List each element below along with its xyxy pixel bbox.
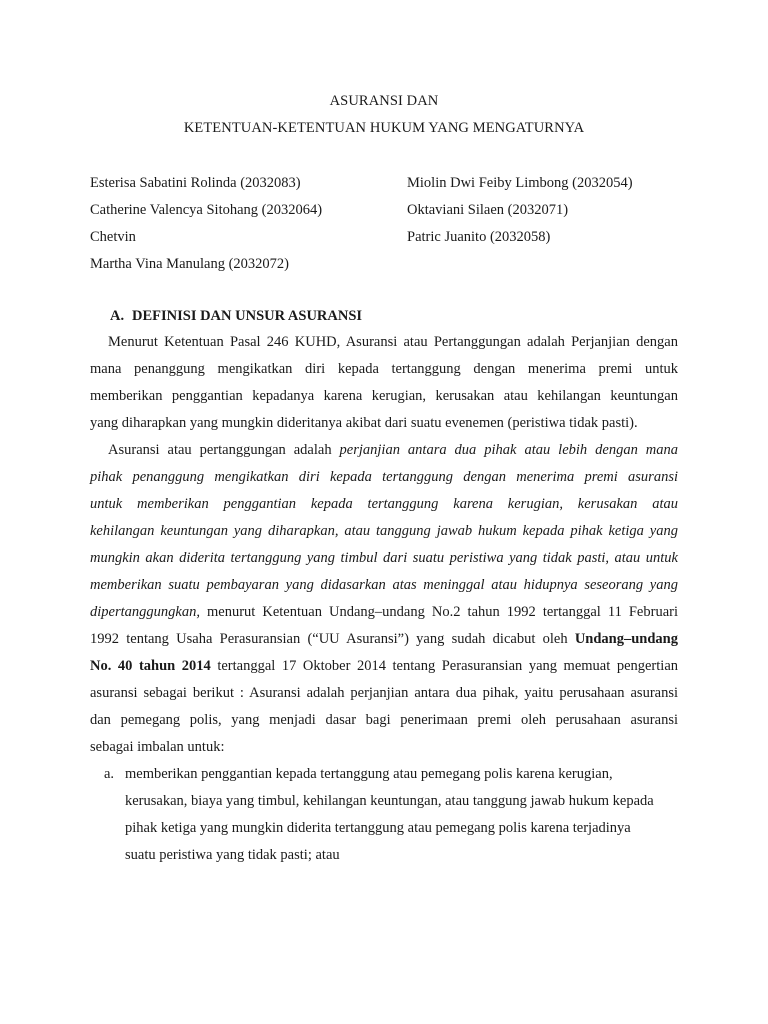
paragraph-line: kehilangan keuntungan yang diharapkan, atau tanggung jawab hukum kepada pihak ketiga yang xyxy=(90,523,678,539)
paragraph-line: dan pemegang polis, yang menjadi dasar bagi penerimaan premi oleh perusahaan asuransi xyxy=(90,712,678,728)
author-name: Miolin Dwi Feiby Limbong (2032054) xyxy=(407,175,633,191)
paragraph-line: yang diharapkan yang mungkin dideritanya akibat dari suatu evenemen (peristiwa tidak pasti). xyxy=(90,415,638,431)
author-name: Chetvin xyxy=(90,229,136,245)
text-run: 1992 tentang Usaha Perasuransian (“UU Asuransi”) yang sudah dicabut oleh xyxy=(90,631,575,647)
bold-text-run: No. 40 tahun 2014 xyxy=(90,658,211,674)
author-name: Martha Vina Manulang (2032072) xyxy=(90,256,289,272)
paragraph-line: pihak penanggung mengikatkan diri kepada tertanggung dengan menerima premi asuransi xyxy=(90,469,678,485)
paragraph-line: memberikan penggantian kepadanya karena kerugian, kerusakan atau kehilangan keuntungan xyxy=(90,388,678,404)
paragraph-line: Menurut Ketentuan Pasal 246 KUHD, Asuransi atau Pertanggungan adalah Perjanjian dengan xyxy=(108,334,678,350)
author-name: Catherine Valencya Sitohang (2032064) xyxy=(90,202,323,218)
author-name: Esterisa Sabatini Rolinda (2032083) xyxy=(90,175,301,191)
paragraph-line: sebagai imbalan untuk: xyxy=(90,739,225,755)
paragraph-line: asuransi sebagai berikut : Asuransi adalah perjanjian antara dua pihak, yaitu perusahaan asuransi xyxy=(90,685,678,701)
paragraph-line: untuk memberikan penggantian kepada tertanggung karena kerugian, kerusakan atau xyxy=(90,496,678,512)
section-number: A. xyxy=(110,308,125,324)
paragraph-1 xyxy=(90,329,678,437)
paragraph-line: mana penanggung mengikatkan diri kepada tertanggung dengan menerima premi untuk xyxy=(90,361,678,377)
bold-text-run: Undang–undang xyxy=(574,631,678,647)
paragraph-2 xyxy=(90,437,678,761)
document-title-line-2: KETENTUAN-KETENTUAN HUKUM YANG MENGATURNYA xyxy=(183,120,585,136)
author-column-left xyxy=(90,174,322,282)
text-run: Asuransi atau pertanggungan adalah xyxy=(108,442,340,458)
italic-text-run: perjanjian antara dua pihak atau lebih dengan mana xyxy=(339,442,678,458)
paragraph-line xyxy=(90,626,678,653)
author-name: Oktaviani Silaen (2032071) xyxy=(407,202,569,218)
list-line: memberikan penggantian kepada tertanggung atau pemegang polis karena kerugian, xyxy=(125,766,613,782)
paragraph-line: memberikan suatu pembayaran yang didasarkan atas meninggal atau hidupnya seseorang yang xyxy=(90,577,678,593)
text-run: tertanggal 17 Oktober 2014 tentang Perasuransian yang memuat pengertian xyxy=(210,658,679,674)
paragraph-line: mungkin akan diderita tertanggung yang timbul dari suatu peristiwa yang tidak pasti, atau untuk xyxy=(90,550,678,566)
document-title-line-1: ASURANSI DAN xyxy=(329,93,439,109)
author-column-right xyxy=(407,174,633,255)
paragraph-line xyxy=(90,599,678,626)
list-item-text xyxy=(125,761,678,869)
section-heading-a xyxy=(110,308,362,325)
text-run: menurut Ketentuan Undang–undang No.2 tahun 1992 tertanggal 11 Februari xyxy=(199,604,678,620)
list-line: pihak ketiga yang mungkin diderita tertanggung atau pemegang polis karena terjadinya xyxy=(125,820,631,836)
list-line: suatu peristiwa yang tidak pasti; atau xyxy=(125,847,340,863)
list-line: kerusakan, biaya yang timbul, kehilangan keuntungan, atau tanggung jawab hukum kepada xyxy=(125,793,654,809)
paragraph-line xyxy=(90,653,678,680)
paragraph-line xyxy=(90,437,678,464)
list-marker: a. xyxy=(104,766,115,782)
section-title: DEFINISI DAN UNSUR ASURANSI xyxy=(132,308,363,324)
italic-text-run: dipertanggungkan, xyxy=(90,604,200,620)
author-name: Patric Juanito (2032058) xyxy=(407,229,551,245)
